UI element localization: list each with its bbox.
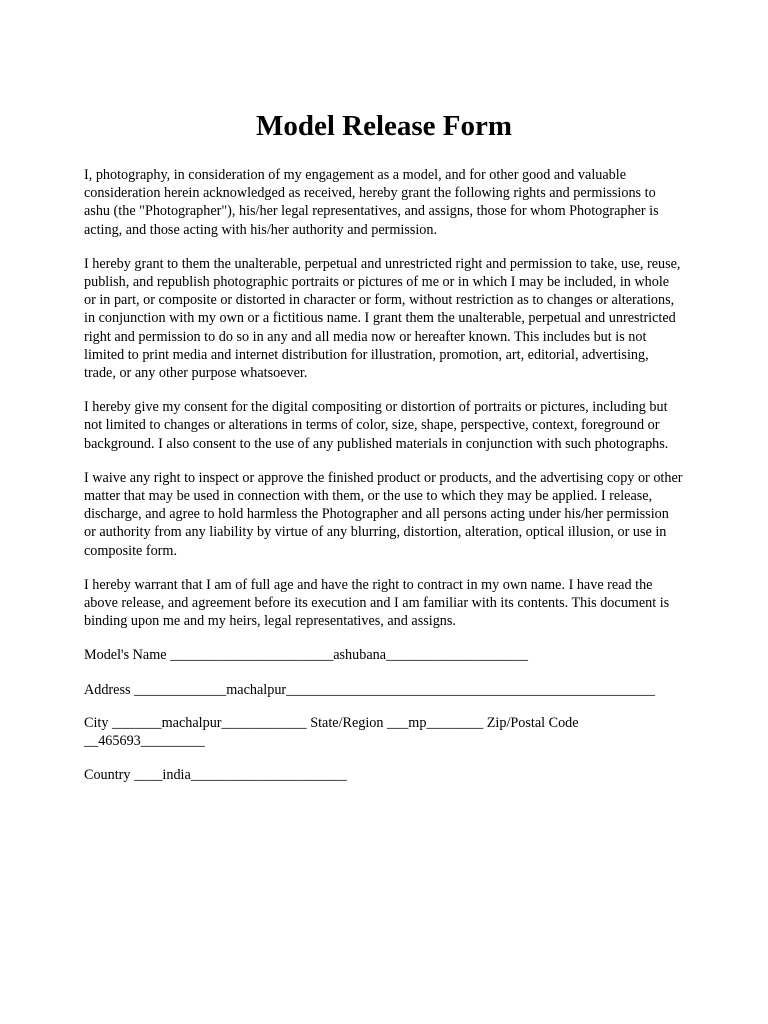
zip-code-value: __465693_________: [84, 733, 205, 750]
document-body: [84, 166, 684, 784]
paragraph-grant-rights: I, photography, in consideration of my engagement as a model, and for other good and valuable consideration herein acknowledged as received, hereby grant the following rights and permissions to ashu (the "Photographer"), his/her legal representatives, and assigns, those for whom Photographer is acting, and those acting with his/her authority and permission.: [84, 167, 659, 238]
paragraph-digital-consent: I hereby give my consent for the digital compositing or distortion of portraits or pictures, including but not limited to changes or alterations in terms of color, size, shape, perspective, context, foreground or background. I also consent to the use of any published materials in conjunction with such photographs.: [84, 399, 669, 452]
city-state-zip-field: City _______machalpur____________ State/Region ___mp________ Zip/Postal Code: [84, 714, 579, 731]
document-title: Model Release Form: [255, 110, 513, 142]
paragraph-waiver: I waive any right to inspect or approve the finished product or products, and the advertising copy or other matter that may be used in connection with them, or the use to which they may be applied. I release, discharge, and agree to hold harmless the Photographer and all persons acting under his/her permission or authority from any liability by virtue of any blurring, distortion, alteration, optical illusion, or use in composite form.: [84, 469, 683, 559]
address-field: Address _____________machalpur____________________________________________________: [84, 681, 656, 698]
paragraph-warranty: I hereby warrant that I am of full age and have the right to contract in my own name. I have read the above release, and agreement before its execution and I am familiar with its contents. This document is binding upon me and my heirs, legal representatives, and assigns.: [84, 576, 670, 630]
paragraph-permission-use: I hereby grant to them the unalterable, perpetual and unrestricted right and permission to take, use, reuse, publish, and republish photographic portraits or pictures of me or in which I may be included, in whole or in part, or composite or distorted in character or form, without restriction as to changes or alterations, in conjunction with my own or a fictitious name. I grant them the unalterable, perpetual and unrestricted right and permission to do so in any and all media now or hereafter known. This includes but is not limited to print media and internet distribution for illustration, promotion, art, editorial, advertising, trade, or any other purpose whatsoever.: [84, 255, 681, 382]
model-name-field: Model's Name _______________________ashubana____________________: [84, 647, 528, 664]
country-field: Country ____india______________________: [84, 767, 347, 784]
